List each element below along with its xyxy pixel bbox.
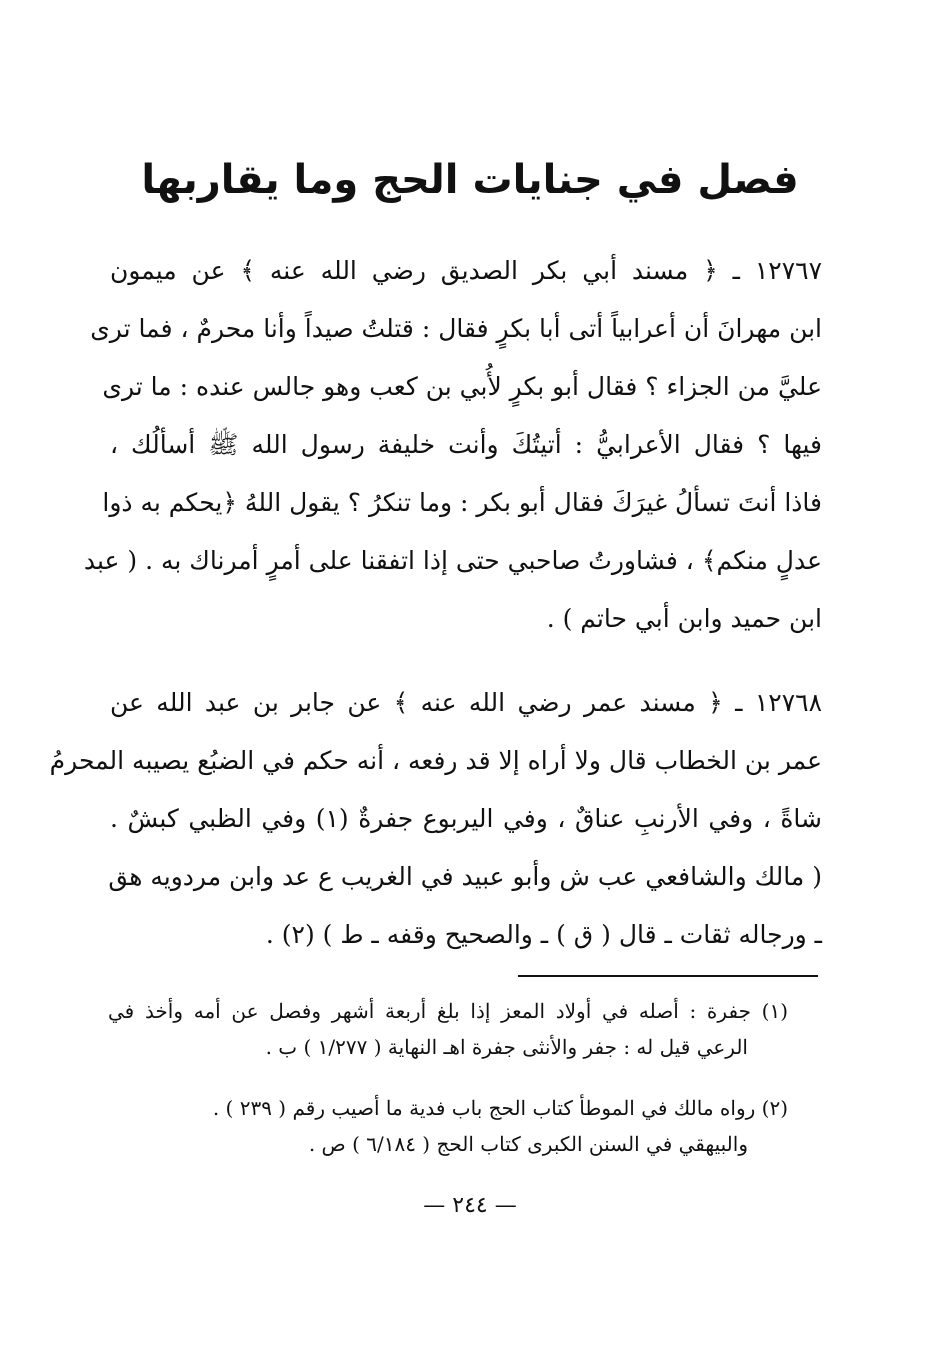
section-heading: فصل في جنايات الحج وما يقاربها — [141, 157, 799, 203]
footnote-line: (٢) رواه مالك في الموطأ كتاب الحج باب فدية ما أصيب رقم ( ٢٣٩ ) . — [212, 1096, 788, 1120]
hadith-entry-12767 — [83, 242, 822, 648]
hadith-entry-12768 — [49, 674, 822, 964]
text-line: ١٢٧٦٨ ـ ﴿ مسند عمر رضي الله عنه ﴾ عن جابر بن عبد الله عن — [110, 688, 822, 717]
footnote-line: والبيهقي في السنن الكبرى كتاب الحج ( ٦/١٨٤ ) ص . — [308, 1132, 748, 1156]
page-number: — ٢٤٤ — — [423, 1193, 517, 1218]
text-line: ١٢٧٦٧ ـ ﴿ مسند أبي بكر الصديق رضي الله عنه ﴾ عن ميمون — [110, 256, 822, 285]
text-line: ـ ورجاله ثقات ـ قال ( ق ) ـ والصحيح وقفه ـ ط ) (٢) . — [265, 920, 822, 949]
text-line: عليَّ من الجزاء ؟ فقال أبو بكرٍ لأُبي بن كعب وهو جالس عنده : ما ترى — [102, 372, 822, 401]
text-line: شاةً ، وفي الأرنبِ عناقٌ ، وفي اليربوع جفرةٌ (١) وفي الظبي كبشٌ . — [110, 804, 822, 833]
text-line: عدلٍ منكم﴾ ، فشاورتُ صاحبي حتى إذا اتفقنا على أمرٍ أمرناك به . ( عبد — [83, 546, 822, 575]
footnote-2 — [108, 1090, 788, 1162]
text-line: ( مالك والشافعي عب ش وأبو عبيد في الغريب ع عد وابن مردويه هق — [108, 862, 822, 891]
text-line: فيها ؟ فقال الأعرابيُّ : أتيتُكَ وأنت خليفة رسول الله ﷺ أسألُك ، — [110, 430, 822, 459]
text-line: فاذا أنتَ تسألُ غيرَكَ فقال أبو بكر : وما تنكرُ ؟ يقول اللهُ ﴿يحكم به ذوا — [102, 488, 822, 517]
footnote-line: (١) جفرة : أصله في أولاد المعز إذا بلغ أربعة أشهر وفصل عن أمه وأخذ في — [108, 999, 788, 1023]
footnote-divider — [518, 975, 818, 977]
text-line: ابن حميد وابن أبي حاتم ) . — [546, 604, 822, 633]
text-line: عمر بن الخطاب قال ولا أراه إلا قد رفعه ، أنه حكم في الضبُع يصيبه المحرمُ — [49, 746, 822, 775]
footnote-line: الرعي قيل له : جفر والأنثى جفرة اهـ النهاية ( ١/٢٧٧ ) ب . — [265, 1035, 748, 1059]
text-line: ابن مهرانَ أن أعرابياً أتى أبا بكرٍ فقال : قتلتُ صيداً وأنا محرمٌ ، فما ترى — [90, 314, 822, 343]
footnote-1 — [108, 993, 788, 1065]
